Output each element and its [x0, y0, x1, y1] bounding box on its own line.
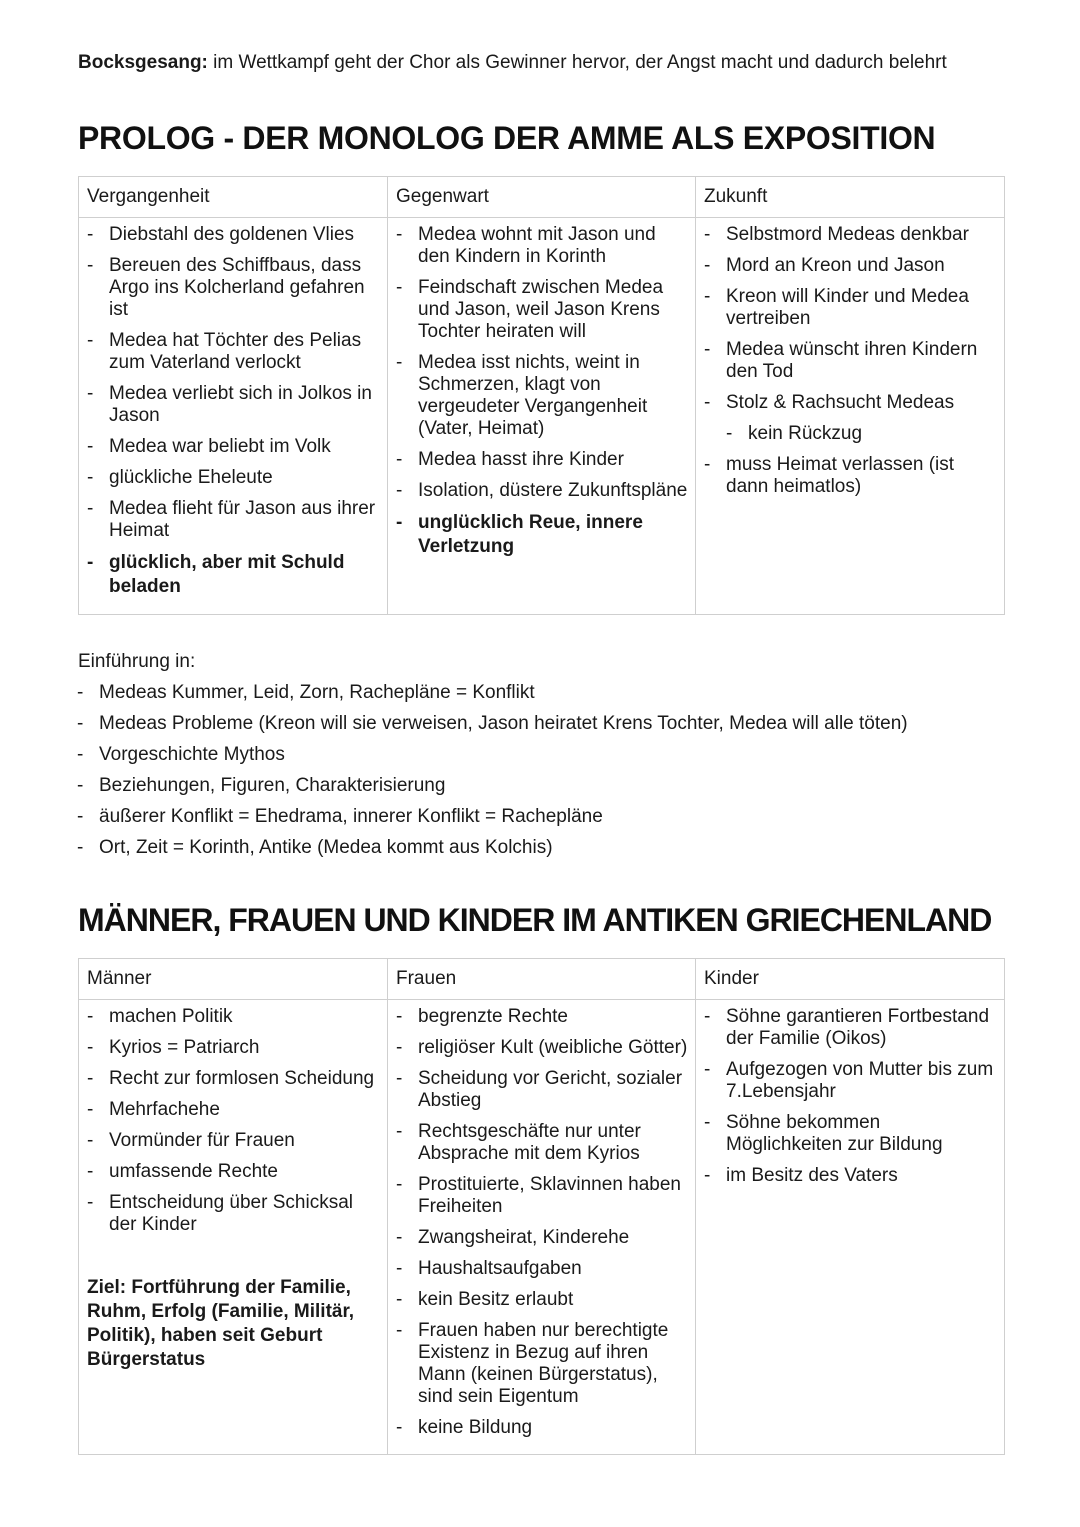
list-item: - glücklich, aber mit Schuld beladen — [85, 551, 381, 599]
list-item: - Medea flieht für Jason aus ihrer Heimat — [85, 498, 381, 542]
prolog-header-row — [79, 177, 1005, 218]
list-item: - äußerer Konflikt = Ehedrama, innerer Konflikt = Rachepläne — [78, 805, 908, 828]
list-kinder — [702, 1006, 998, 1187]
list-item: - Medea isst nichts, weint in Schmerzen, klagt von vergeudeter Vergangenheit (Vater, Heimat) — [394, 352, 689, 440]
gesellschaft-header-row — [79, 959, 1005, 1000]
prolog-content-row — [79, 218, 1005, 615]
list-item: - kein Besitz erlaubt — [394, 1289, 689, 1311]
list-item: - Recht zur formlosen Scheidung — [85, 1068, 381, 1090]
list-item: - im Besitz des Vaters — [702, 1165, 998, 1187]
list-item: - Medeas Probleme (Kreon will sie verweisen, Jason heiratet Krens Tochter, Medea will alle töten) — [78, 712, 908, 735]
maenner-goal: Ziel: Fortführung der Familie, Ruhm, Erfolg (Familie, Militär, Politik), haben seit Geburt Bürgerstatus — [87, 1277, 355, 1370]
header-kinder: Kinder — [696, 959, 1005, 1000]
gesellschaft-table — [78, 958, 1005, 1455]
cell-zukunft — [696, 218, 1005, 615]
list-item: - Medea wünscht ihren Kindern den Tod — [702, 339, 998, 383]
gesellschaft-content-row — [79, 1000, 1005, 1455]
list-item: - machen Politik — [85, 1006, 381, 1028]
intro-text: im Wettkampf geht der Chor als Gewinner hervor, der Angst macht und dadurch belehrt — [207, 52, 947, 73]
list-item: - Beziehungen, Figuren, Charakterisierung — [78, 774, 908, 797]
einfuehrung-title: Einführung in: — [78, 651, 196, 672]
list-item: - Mehrfachehe — [85, 1099, 381, 1121]
list-vergangenheit — [85, 224, 381, 599]
list-zukunft — [702, 224, 998, 498]
einfuehrung-list — [78, 681, 908, 859]
section-title-prolog: PROLOG - DER MONOLOG DER AMME ALS EXPOSITION — [78, 120, 936, 156]
list-item: - kein Rückzug — [702, 423, 998, 445]
cell-frauen — [388, 1000, 696, 1455]
list-item: - Mord an Kreon und Jason — [702, 255, 998, 277]
list-item: - Frauen haben nur berechtigte Existenz in Bezug auf ihren Mann (keinen Bürgerstatus), sind sein Eigentum — [394, 1320, 689, 1408]
list-maenner — [85, 1006, 381, 1236]
cell-maenner — [79, 1000, 388, 1455]
cell-vergangenheit — [79, 218, 388, 615]
list-item: - Medea verliebt sich in Jolkos in Jason — [85, 383, 381, 427]
list-item: - Haushaltsaufgaben — [394, 1258, 689, 1280]
list-item: - Rechtsgeschäfte nur unter Absprache mit dem Kyrios — [394, 1121, 689, 1165]
list-item: - Ort, Zeit = Korinth, Antike (Medea kommt aus Kolchis) — [78, 836, 908, 859]
list-item: - Aufgezogen von Mutter bis zum 7.Lebensjahr — [702, 1059, 998, 1103]
list-item: - umfassende Rechte — [85, 1161, 381, 1183]
list-item: - Scheidung vor Gericht, sozialer Abstieg — [394, 1068, 689, 1112]
section-title-gesellschaft: MÄNNER, FRAUEN UND KINDER IM ANTIKEN GRIECHENLAND — [78, 902, 992, 938]
list-item: - Diebstahl des goldenen Vlies — [85, 224, 381, 246]
list-item: - Zwangsheirat, Kinderehe — [394, 1227, 689, 1249]
list-item: - muss Heimat verlassen (ist dann heimatlos) — [702, 454, 998, 498]
list-item: - Medea wohnt mit Jason und den Kindern in Korinth — [394, 224, 689, 268]
list-item: - begrenzte Rechte — [394, 1006, 689, 1028]
list-frauen — [394, 1006, 689, 1439]
list-item: - Vorgeschichte Mythos — [78, 743, 908, 766]
list-item: - glückliche Eheleute — [85, 467, 381, 489]
header-zukunft: Zukunft — [696, 177, 1005, 218]
header-vergangenheit: Vergangenheit — [79, 177, 388, 218]
list-item: - Söhne bekommen Möglichkeiten zur Bildung — [702, 1112, 998, 1156]
list-item: - unglücklich Reue, innere Verletzung — [394, 511, 689, 559]
header-gegenwart: Gegenwart — [388, 177, 696, 218]
list-item: - Bereuen des Schiffbaus, dass Argo ins Kolcherland gefahren ist — [85, 255, 381, 321]
list-item: - Entscheidung über Schicksal der Kinder — [85, 1192, 381, 1236]
list-item: - Isolation, düstere Zukunftspläne — [394, 480, 689, 502]
list-item: - Stolz & Rachsucht Medeas — [702, 392, 998, 414]
einfuehrung-section — [78, 650, 908, 867]
intro-line — [78, 52, 947, 74]
list-gegenwart — [394, 224, 689, 559]
list-item: - Vormünder für Frauen — [85, 1130, 381, 1152]
list-item: - religiöser Kult (weibliche Götter) — [394, 1037, 689, 1059]
list-item: - Selbstmord Medeas denkbar — [702, 224, 998, 246]
list-item: - Medeas Kummer, Leid, Zorn, Rachepläne = Konflikt — [78, 681, 908, 704]
list-item: - Medea hasst ihre Kinder — [394, 449, 689, 471]
header-frauen: Frauen — [388, 959, 696, 1000]
prolog-table — [78, 176, 1005, 615]
list-item: - Kreon will Kinder und Medea vertreiben — [702, 286, 998, 330]
intro-label: Bocksgesang: — [78, 52, 208, 73]
cell-kinder — [696, 1000, 1005, 1455]
list-item: - Kyrios = Patriarch — [85, 1037, 381, 1059]
list-item: - Prostituierte, Sklavinnen haben Freiheiten — [394, 1174, 689, 1218]
list-item: - Feindschaft zwischen Medea und Jason, weil Jason Krens Tochter heiraten will — [394, 277, 689, 343]
header-maenner: Männer — [79, 959, 388, 1000]
cell-gegenwart — [388, 218, 696, 615]
list-item: - Medea hat Töchter des Pelias zum Vaterland verlockt — [85, 330, 381, 374]
list-item: - Medea war beliebt im Volk — [85, 436, 381, 458]
list-item: - Söhne garantieren Fortbestand der Familie (Oikos) — [702, 1006, 998, 1050]
list-item: - keine Bildung — [394, 1417, 689, 1439]
